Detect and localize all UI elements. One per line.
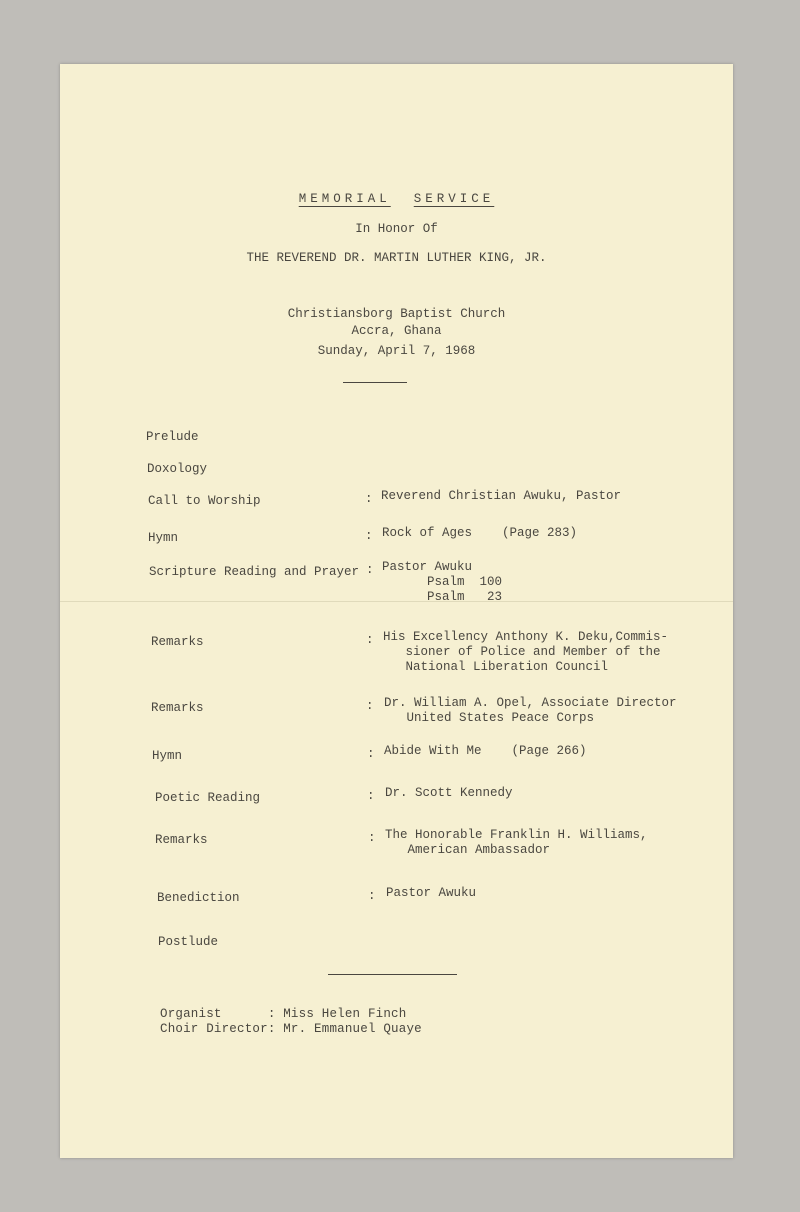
- document-title: [60, 192, 733, 206]
- footer-divider: [328, 974, 457, 975]
- program-item-colon: :: [367, 789, 375, 803]
- program-detail-line: Psalm 23: [382, 590, 503, 604]
- program-item-detail: [384, 744, 587, 759]
- program-item-colon: :: [365, 529, 373, 543]
- program-item-colon: :: [368, 889, 376, 903]
- program-detail-line: Psalm 100: [382, 575, 503, 589]
- program-item-detail: [386, 886, 476, 901]
- program-detail-line: Reverend Christian Awuku, Pastor: [381, 489, 622, 503]
- program-item-detail: [385, 786, 513, 801]
- service-date: Sunday, April 7, 1968: [317, 344, 476, 358]
- organist-name: Miss Helen Finch: [283, 1007, 407, 1021]
- program-detail-line: Abide With Me (Page 266): [384, 744, 587, 758]
- program-detail-line: National Liberation Council: [383, 660, 609, 674]
- program-item-detail: [383, 630, 668, 675]
- title-word-service: SERVICE: [413, 192, 495, 206]
- program-detail-line: Dr. Scott Kennedy: [385, 786, 513, 800]
- program-item-label: Remarks: [151, 635, 204, 649]
- header-divider: [343, 382, 407, 383]
- program-item-colon: :: [368, 831, 376, 845]
- program-item-label: Prelude: [146, 430, 199, 444]
- program-item-detail: [385, 828, 648, 858]
- program-item-detail: [381, 489, 621, 504]
- choir-director-line: [160, 1022, 422, 1036]
- organist-label: Organist :: [160, 1007, 276, 1021]
- program-item-detail: [382, 560, 502, 605]
- program-item-label: Hymn: [148, 531, 179, 545]
- program-item-label: Remarks: [151, 701, 204, 715]
- program-item-label: Call to Worship: [148, 494, 261, 508]
- program-item-label: Doxology: [147, 462, 208, 476]
- church-name: Christiansborg Baptist Church: [287, 307, 506, 321]
- program-item-colon: :: [366, 633, 374, 647]
- honoree-name: THE REVEREND DR. MARTIN LUTHER KING, JR.: [246, 251, 547, 265]
- program-item-detail: [382, 526, 577, 541]
- title-word-memorial: MEMORIAL: [298, 192, 391, 206]
- program-detail-line: The Honorable Franklin H. Williams,: [385, 828, 648, 842]
- program-item-colon: :: [366, 699, 374, 713]
- program-item-label: Poetic Reading: [155, 791, 261, 805]
- program-item-label: Benediction: [157, 891, 240, 905]
- program-item-detail: [384, 696, 677, 726]
- program-item-colon: :: [366, 563, 374, 577]
- program-detail-line: Dr. William A. Opel, Associate Director: [384, 696, 677, 710]
- subtitle: In Honor Of: [355, 222, 438, 236]
- organist-line: [160, 1007, 406, 1021]
- program-item-label: Scripture Reading and Prayer: [149, 565, 360, 579]
- choir-director-name: Mr. Emmanuel Quaye: [283, 1022, 422, 1036]
- program-item-label: Hymn: [152, 749, 183, 763]
- program-detail-line: Pastor Awuku: [382, 560, 473, 574]
- program-item-label: Remarks: [155, 833, 208, 847]
- program-item-colon: :: [365, 492, 373, 506]
- program-detail-line: Rock of Ages (Page 283): [382, 526, 578, 540]
- program-detail-line: United States Peace Corps: [384, 711, 595, 725]
- program-detail-line: American Ambassador: [385, 843, 551, 857]
- document-page: [60, 64, 733, 1158]
- program-item-colon: :: [367, 747, 375, 761]
- church-location: Accra, Ghana: [351, 324, 442, 338]
- program-detail-line: His Excellency Anthony K. Deku,Commis-: [383, 630, 669, 644]
- program-detail-line: Pastor Awuku: [386, 886, 477, 900]
- choir-director-label: Choir Director:: [160, 1022, 276, 1036]
- program-item-label: Postlude: [158, 935, 219, 949]
- program-detail-line: sioner of Police and Member of the: [383, 645, 661, 659]
